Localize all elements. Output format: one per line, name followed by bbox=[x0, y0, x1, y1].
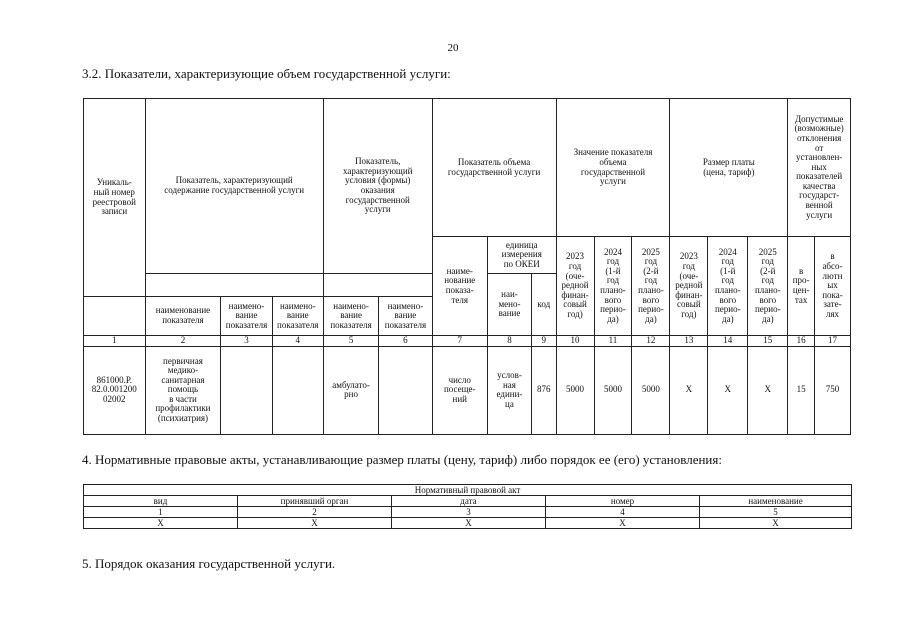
header-in-percent: в про- цен- тах bbox=[788, 237, 815, 336]
legal-act-value: Х bbox=[700, 518, 852, 529]
legal-act-value: Х bbox=[238, 518, 392, 529]
header-fee-2023: 2023 год (оче- редной финан- совый год) bbox=[670, 237, 708, 336]
legal-acts-table bbox=[83, 484, 852, 529]
header-fee-2024: 2024 год (1-й год плано- вого перио- да) bbox=[708, 237, 748, 336]
column-number: 5 bbox=[323, 336, 378, 347]
legal-act-value: Х bbox=[546, 518, 700, 529]
fee-2024-cell: Х bbox=[708, 346, 748, 434]
legal-act-column-number: 2 bbox=[238, 507, 392, 518]
deviation-percent-cell: 15 bbox=[788, 346, 815, 434]
column-number: 11 bbox=[594, 336, 632, 347]
header-content-spacer bbox=[145, 274, 323, 297]
legal-act-column-header: принявший орган bbox=[238, 496, 392, 507]
column-number: 2 bbox=[145, 336, 221, 347]
section-4-heading: 4. Нормативные правовые акты, устанавливающие размер платы (цену, тариф) либо порядок ее (его) установления: bbox=[82, 452, 722, 467]
legal-act-column-number: 1 bbox=[84, 507, 238, 518]
column-number: 8 bbox=[487, 336, 531, 347]
header-indicator-name: наиме- нование показа- теля bbox=[432, 237, 487, 336]
header-in-absolute: в абсо- лютн ых пока- зате- лях bbox=[814, 237, 850, 336]
header-name-col-2: наименование показателя bbox=[145, 297, 221, 336]
column-number: 7 bbox=[432, 336, 487, 347]
empty-cell bbox=[272, 346, 323, 434]
header-name-col-3: наимено- вание показателя bbox=[221, 297, 272, 336]
column-number: 15 bbox=[748, 336, 788, 347]
legal-act-column-number: 3 bbox=[392, 507, 546, 518]
legal-act-column-header: номер bbox=[546, 496, 700, 507]
header-value-2025: 2025 год (2-й год плано- вого перио- да) bbox=[632, 237, 670, 336]
section-3-2-heading: 3.2. Показатели, характеризующие объем государственной услуги: bbox=[82, 66, 451, 81]
legal-act-column-header: наименование bbox=[700, 496, 852, 507]
column-number: 4 bbox=[272, 336, 323, 347]
empty-cell bbox=[379, 346, 432, 434]
value-2023-cell: 5000 bbox=[556, 346, 594, 434]
header-name-col-5: наимено- вание показателя bbox=[323, 297, 378, 336]
header-name-col-4: наимено- вание показателя bbox=[272, 297, 323, 336]
header-value-2024: 2024 год (1-й год плано- вого перио- да) bbox=[594, 237, 632, 336]
legal-act-column-number: 5 bbox=[700, 507, 852, 518]
header-name-col-6: наимено- вание показателя bbox=[379, 297, 432, 336]
column-number: 17 bbox=[814, 336, 850, 347]
condition-name-cell: амбулато- рно bbox=[323, 346, 378, 434]
value-2025-cell: 5000 bbox=[632, 346, 670, 434]
fee-2025-cell: Х bbox=[748, 346, 788, 434]
legal-act-column-header: вид bbox=[84, 496, 238, 507]
legal-act-title: Нормативный правовой акт bbox=[84, 485, 852, 496]
legal-act-column-header: дата bbox=[392, 496, 546, 507]
column-number: 9 bbox=[532, 336, 557, 347]
volume-indicators-table bbox=[83, 98, 851, 435]
column-number: 10 bbox=[556, 336, 594, 347]
header-unique-spacer bbox=[84, 297, 146, 336]
legal-act-value: Х bbox=[392, 518, 546, 529]
unit-name-cell: услов- ная едини- ца bbox=[487, 346, 531, 434]
column-number: 16 bbox=[788, 336, 815, 347]
header-conditions-spacer bbox=[323, 274, 432, 297]
header-content-indicator: Показатель, характеризующий содержание государственной услуги bbox=[145, 99, 323, 274]
legal-act-column-number: 4 bbox=[546, 507, 700, 518]
indicator-name-cell: число посеще- ний bbox=[432, 346, 487, 434]
section-5-heading: 5. Порядок оказания государственной услуги. bbox=[82, 556, 336, 571]
deviation-absolute-cell: 750 bbox=[814, 346, 850, 434]
page-number: 20 bbox=[447, 42, 459, 54]
value-2024-cell: 5000 bbox=[594, 346, 632, 434]
column-number: 14 bbox=[708, 336, 748, 347]
header-value-2023: 2023 год (оче- редной финан- совый год) bbox=[556, 237, 594, 336]
header-volume-indicator: Показатель объема государственной услуги bbox=[432, 99, 556, 237]
registry-number-cell: 861000.Р. 82.0.001200 02002 bbox=[84, 346, 146, 434]
content-name-cell: первичная медико- санитарная помощь в части профилактики (психиатрия) bbox=[145, 346, 221, 434]
header-unit-okei: единица измерения по ОКЕИ bbox=[487, 237, 556, 274]
header-unit-code: код bbox=[532, 274, 557, 336]
column-number: 12 bbox=[632, 336, 670, 347]
header-unique-number: Уникаль- ный номер реестровой записи bbox=[84, 99, 146, 297]
legal-act-value: Х bbox=[84, 518, 238, 529]
column-number: 1 bbox=[84, 336, 146, 347]
header-fee-size: Размер платы (цена, тариф) bbox=[670, 99, 788, 237]
column-number: 13 bbox=[670, 336, 708, 347]
header-allowed-deviations: Допустимые (возможные) отклонения от установлен- ных показателей качества государст- венной услуги bbox=[788, 99, 851, 237]
fee-2023-cell: Х bbox=[670, 346, 708, 434]
empty-cell bbox=[221, 346, 272, 434]
header-conditions-indicator: Показатель, характеризующий условия (формы) оказания государственной услуги bbox=[323, 99, 432, 274]
column-number: 6 bbox=[379, 336, 432, 347]
header-unit-name: наи- мено- вание bbox=[487, 274, 531, 336]
column-number: 3 bbox=[221, 336, 272, 347]
header-fee-2025: 2025 год (2-й год плано- вого перио- да) bbox=[748, 237, 788, 336]
header-volume-value: Значение показателя объема государственной услуги bbox=[556, 99, 670, 237]
unit-code-cell: 876 bbox=[532, 346, 557, 434]
